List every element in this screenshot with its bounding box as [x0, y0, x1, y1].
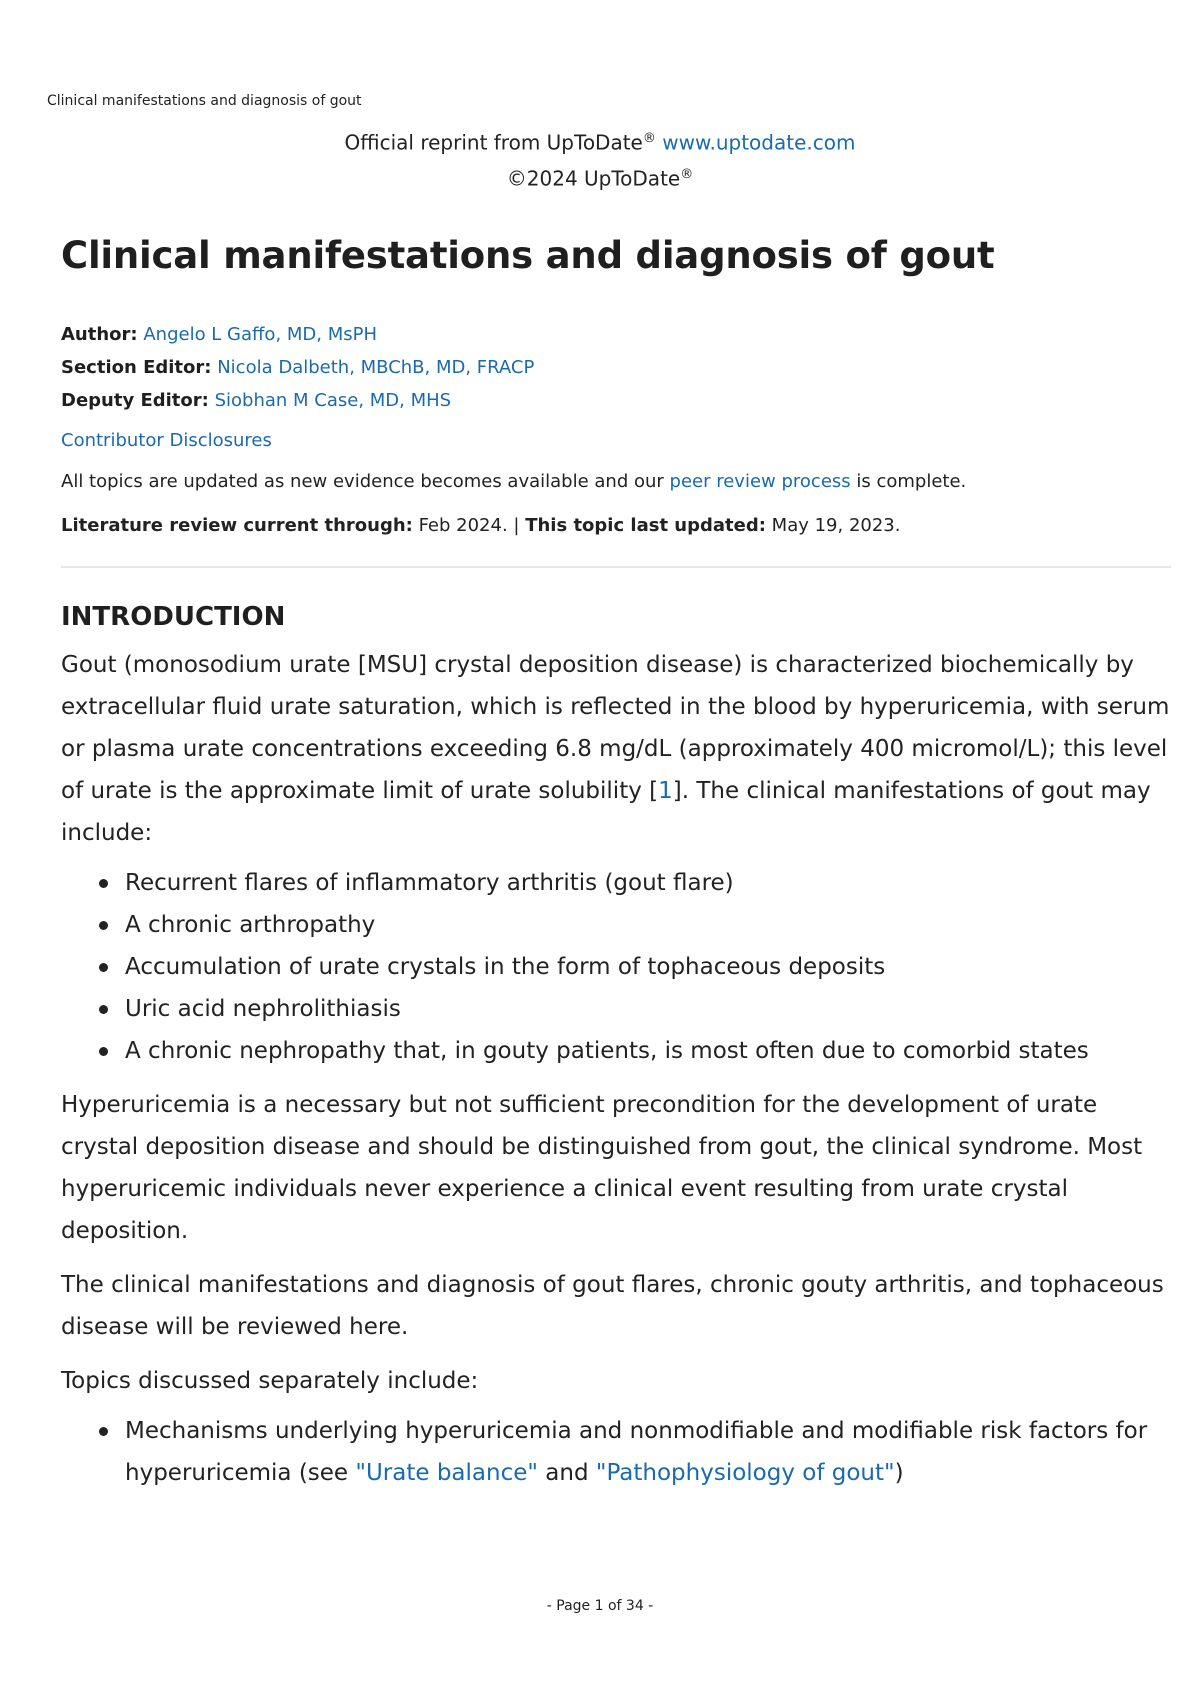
copyright-text: ©2024 UpToDate — [506, 166, 681, 191]
list-item: A chronic nephropathy that, in gouty patients, is most often due to comorbid states — [95, 1030, 1171, 1072]
author-link[interactable]: Angelo L Gaffo, MD, MsPH — [143, 324, 378, 345]
deputy-editor-link[interactable]: Siobhan M Case, MD, MHS — [214, 390, 452, 411]
reprint-line-1 — [0, 123, 1200, 159]
reprint-prefix: Official reprint from UpToDate — [344, 130, 643, 155]
topics-item-after: ) — [894, 1460, 904, 1486]
introduction-body — [61, 644, 1171, 1494]
topics-item-middle: and — [537, 1460, 596, 1486]
registered-mark: ® — [642, 131, 656, 146]
peer-review-link[interactable]: peer review process — [669, 471, 851, 492]
page-title: Clinical manifestations and diagnosis of gout — [61, 234, 995, 277]
topics-item-before: Mechanisms underlying hyperuricemia and nonmodifiable and modifiable risk factors for hyperuricemia (see — [125, 1418, 1148, 1486]
section-editor-row — [61, 351, 1171, 384]
deputy-editor-row — [61, 384, 1171, 417]
update-note-before: All topics are updated as new evidence becomes available and our — [61, 471, 670, 492]
reviewed-paragraph: The clinical manifestations and diagnosis of gout flares, chronic gouty arthritis, and tophaceous disease will be reviewed here. — [61, 1272, 1164, 1340]
section-heading-introduction: INTRODUCTION — [61, 602, 286, 632]
section-divider — [61, 566, 1171, 568]
lit-review-label: Literature review current through: — [61, 515, 413, 536]
lit-review-date: Feb 2024. — [412, 515, 508, 536]
pathophysiology-link[interactable]: "Pathophysiology of gout" — [595, 1460, 895, 1486]
list-item: Accumulation of urate crystals in the form of tophaceous deposits — [95, 946, 1171, 988]
hyperuricemia-paragraph: Hyperuricemia is a necessary but not sufficient precondition for the development of urate crystal deposition disease and should be distinguished from gout, the clinical syndrome. Most hyperuricemic individuals never experience a clinical event resulting from urate crystal deposition. — [61, 1092, 1143, 1244]
running-header: Clinical manifestations and diagnosis of gout — [47, 93, 362, 109]
topics-list — [61, 1410, 1171, 1494]
page-footer: - Page 1 of 34 - — [546, 1598, 654, 1614]
author-row — [61, 318, 1171, 351]
author-label: Author: — [61, 324, 138, 345]
topics-paragraph: Topics discussed separately include: — [61, 1368, 479, 1394]
urate-balance-link[interactable]: "Urate balance" — [355, 1460, 538, 1486]
deputy-editor-label: Deputy Editor: — [61, 390, 209, 411]
uptodate-url-link[interactable]: www.uptodate.com — [662, 130, 856, 155]
list-item: Uric acid nephrolithiasis — [95, 988, 1171, 1030]
list-item: Recurrent flares of inflammatory arthritis (gout flare) — [95, 862, 1171, 904]
manifestations-list — [61, 862, 1171, 1072]
last-updated-label: This topic last updated: — [525, 515, 766, 536]
section-editor-label: Section Editor: — [61, 357, 212, 378]
list-item — [95, 1410, 1171, 1494]
registered-mark-2: ® — [680, 166, 694, 182]
intro-text-before: Gout (monosodium urate [MSU] crystal deposition disease) is characterized biochemically by extracellular fluid urate saturation, which is reflected in the blood by hyperuricemia, with serum or plasma urate concentrations exceeding 6.8 mg/dL (approximately 400 micromol/L); this level of urate is the approximate limit of urate solubility [ — [61, 652, 1170, 804]
reprint-notice — [0, 123, 1200, 194]
reprint-line-2 — [0, 159, 1200, 195]
lit-divider: | — [507, 515, 526, 536]
intro-text-after: ]. The clinical manifestations of gout may include: — [61, 778, 1151, 846]
list-item: A chronic arthropathy — [95, 904, 1171, 946]
update-note — [61, 471, 1171, 492]
disclosures-row — [61, 430, 1171, 451]
section-editor-link[interactable]: Nicola Dalbeth, MBChB, MD, FRACP — [217, 357, 535, 378]
literature-review-line — [61, 515, 1171, 536]
intro-paragraph — [61, 644, 1171, 854]
article-meta — [61, 318, 1171, 417]
update-note-after: is complete. — [850, 471, 967, 492]
contributor-disclosures-link[interactable]: Contributor Disclosures — [61, 430, 272, 451]
article — [61, 234, 1171, 1494]
last-updated-date: May 19, 2023. — [765, 515, 901, 536]
reference-link-1[interactable]: 1 — [658, 778, 673, 804]
